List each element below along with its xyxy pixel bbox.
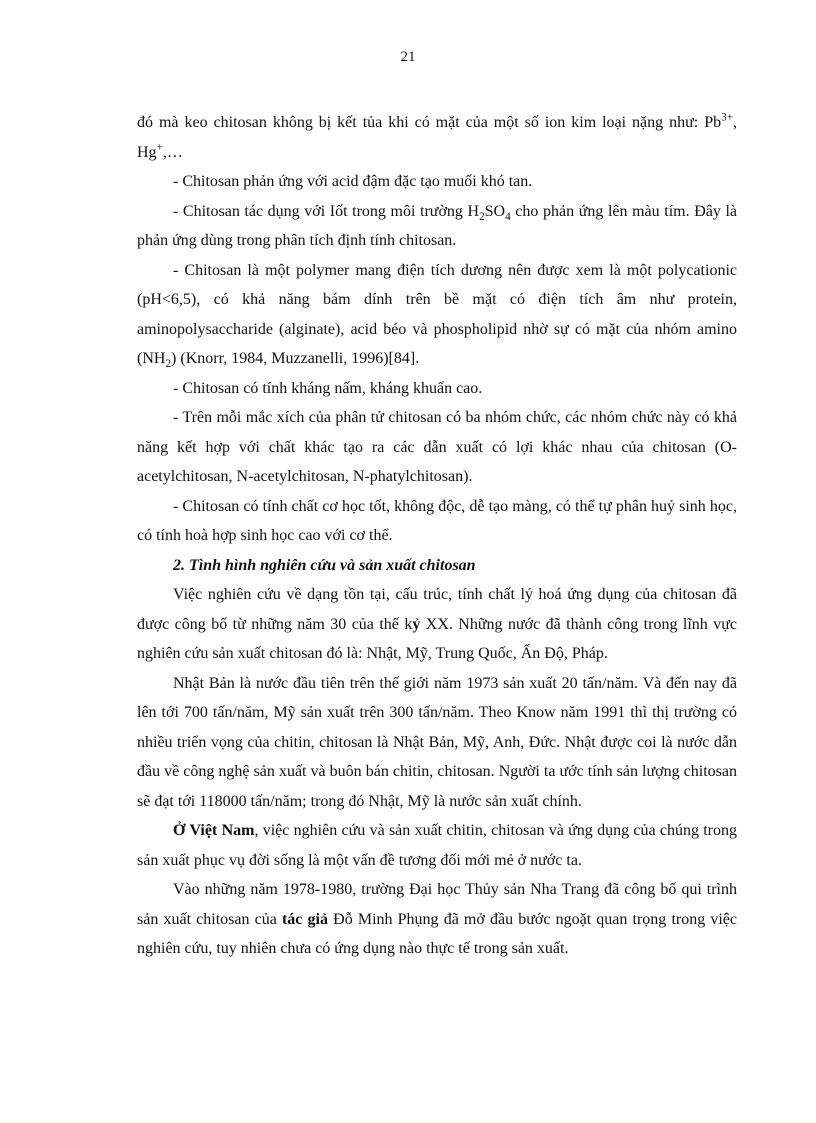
section-heading: 2. Tình hình nghiên cứu và sản xuất chitosan [173,556,476,574]
paragraph-9: Nhật Bản là nước đầu tiên trên thế giới năm 1973 sản xuất 20 tấn/năm. Và đến nay đã lên tới 700 tấn/năm, Mỹ sản xuất trên 300 tấn/năm. Theo Know năm 1991 thì thị trường có nhiều triển vọng của chitin, chitosan là Nhật Bản, Mỹ, Anh, Đức. Nhật được coi là nước dẫn đầu về công nghệ sản xuất và buôn bán chitin, chitosan. Người ta ước tính sản lượng chitosan sẽ đạt tới 118000 tấn/năm; trong đó Nhật, Mỹ là nước sản xuất chính. [137,674,737,810]
paragraph-1: đó mà keo chitosan không bị kết tủa khi có mặt của một số ion kim loại nặng như: $Pb^{3+}$, Hg+,… [137,111,737,161]
paragraph-7: - Chitosan có tính chất cơ học tốt, không độc, dễ tạo màng, có thể tự phân huỷ sinh học, có tính hoà hợp sinh học cao với cơ thể. [137,497,737,544]
paragraph-6: - Trên mỗi mắc xích của phân tử chitosan có ba nhóm chức, các nhóm chức này có khả năng kết hợp với chất khác tạo ra các dẫn xuất có lợi khác nhau của chitosan (O-acetylchitosan, N-acetylchitosan, N-phatylchitosan). [137,409,737,485]
paragraph-2: - Chitosan phản ứng với acid đậm đặc tạo muối khó tan. [173,173,533,190]
paragraph-11: Vào những năm 1978-1980, trường Đại học Thủy sản Nha Trang đã công bố qui trình sản xuất chitosan của tác giả Đỗ Minh Phụng đã mở đầu bước ngoặt quan trọng trong việc nghiên cứu, tuy nhiên chưa có ứng dụng nào thực tế trong sản xuất. [137,881,738,957]
paragraph-5: - Chitosan có tính kháng nấm, kháng khuẩn cao. [173,379,483,397]
paragraph-8: Việc nghiên cứu về dạng tồn tại, cấu trúc, tính chất lý hoá ứng dụng của chitosan đã được công bố từ những năm 30 của thế kỷ XX. Những nước đã thành công trong lĩnh vực nghiên cứu sản xuất chitosan đó là: Nhật, Mỹ, Trung Quốc, Ấn Độ, Pháp. [137,586,737,662]
paragraph-4: - Chitosan là một polymer mang điện tích dương nên được xem là một polycationic (pH<6,5), có khả năng bám dính trên bề mặt có điện tích âm như protein, aminopolysaccharide (alginate), acid béo và phospholipid nhờ sự có mặt của nhóm amino $(NH_2)$ (Knorr, 1984, Muzzanelli, 1996)[84]. [137,261,737,371]
body-text [137,108,737,964]
paragraph-10: Ở Việt Nam, việc nghiên cứu và sản xuất chitin, chitosan và ứng dụng của chúng trong sản xuất phục vụ đời sống là một vấn đề tương đối mới mẻ ở nước ta. [137,822,737,869]
page-number: 21 [400,49,416,65]
paragraph-3: - Chitosan tác dụng với Iốt trong môi trường $H_2SO_4$ cho phản ứng lên màu tím. Đây là phản ứng dùng trong phân tích định tính chitosan. [137,202,737,249]
